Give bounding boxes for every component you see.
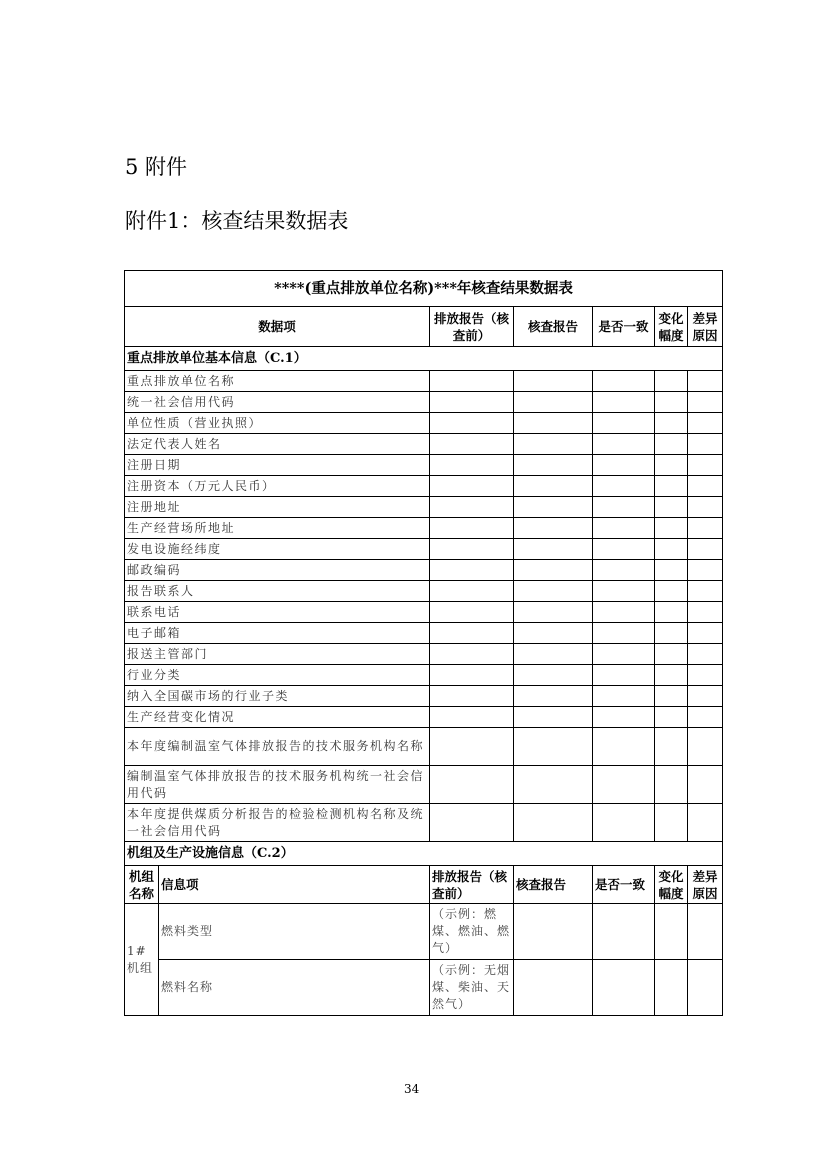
value-cell[interactable] (655, 728, 688, 766)
data-item-label: 生产经营场所地址 (125, 518, 430, 539)
col-header-verification-report: 核查报告 (514, 307, 593, 347)
value-cell[interactable] (514, 665, 593, 686)
value-cell[interactable] (655, 392, 688, 413)
data-item-label: 纳入全国碳市场的行业子类 (125, 686, 430, 707)
value-cell[interactable] (688, 434, 723, 455)
value-cell[interactable] (430, 804, 514, 842)
value-cell[interactable] (688, 665, 723, 686)
table-title: ****(重点排放单位名称)***年核查结果数据表 (125, 271, 723, 307)
value-cell[interactable] (430, 455, 514, 476)
value-cell[interactable] (514, 497, 593, 518)
data-item-label: 注册资本（万元人民币） (125, 476, 430, 497)
value-cell[interactable] (593, 539, 655, 560)
col-header-emission-report: 排放报告（核查前） (430, 866, 514, 904)
col-header-data-item: 数据项 (125, 307, 430, 347)
value-cell[interactable] (593, 476, 655, 497)
value-cell[interactable] (514, 602, 593, 623)
value-cell[interactable] (430, 623, 514, 644)
value-cell[interactable] (593, 434, 655, 455)
data-item-label: 生产经营变化情况 (125, 707, 430, 728)
value-cell[interactable] (688, 581, 723, 602)
value-cell[interactable] (514, 371, 593, 392)
value-cell[interactable] (430, 413, 514, 434)
value-cell[interactable] (514, 518, 593, 539)
col-header-consistent: 是否一致 (593, 866, 655, 904)
value-cell[interactable] (514, 686, 593, 707)
table-row (125, 539, 723, 560)
value-cell[interactable] (514, 413, 593, 434)
col-header-difference-reason: 差异原因 (688, 866, 723, 904)
table-row (125, 904, 723, 960)
table-row (125, 623, 723, 644)
value-cell[interactable] (593, 455, 655, 476)
table-row (125, 707, 723, 728)
value-cell[interactable] (655, 455, 688, 476)
data-item-label: 行业分类 (125, 665, 430, 686)
data-item-label: 重点排放单位名称 (125, 371, 430, 392)
value-cell[interactable] (655, 476, 688, 497)
table-row (125, 644, 723, 665)
value-cell[interactable] (655, 960, 688, 1016)
value-cell[interactable] (593, 413, 655, 434)
value-cell[interactable] (593, 960, 655, 1016)
value-cell[interactable] (430, 707, 514, 728)
unit-name: 1#机组 (125, 904, 159, 1016)
value-cell[interactable] (688, 560, 723, 581)
value-cell[interactable] (514, 904, 593, 960)
value-cell[interactable] (593, 623, 655, 644)
table-row (125, 804, 723, 842)
value-cell[interactable] (655, 904, 688, 960)
value-cell[interactable] (514, 728, 593, 766)
value-cell[interactable] (655, 371, 688, 392)
info-item-label: 燃料名称 (159, 960, 430, 1016)
value-cell[interactable] (514, 623, 593, 644)
value-cell[interactable] (514, 581, 593, 602)
col-header-change-range: 变化幅度 (655, 866, 688, 904)
data-item-label: 单位性质（营业执照） (125, 413, 430, 434)
value-cell[interactable] (593, 371, 655, 392)
value-cell[interactable] (593, 602, 655, 623)
data-item-label: 注册地址 (125, 497, 430, 518)
value-cell[interactable] (430, 686, 514, 707)
data-item-label: 报告联系人 (125, 581, 430, 602)
table-row (125, 413, 723, 434)
value-cell[interactable] (593, 644, 655, 665)
data-item-label: 联系电话 (125, 602, 430, 623)
col-header-verification-report: 核查报告 (514, 866, 593, 904)
value-cell[interactable] (655, 539, 688, 560)
value-cell[interactable] (655, 644, 688, 665)
col-header-difference-reason: 差异原因 (688, 307, 723, 347)
data-item-label: 本年度编制温室气体排放报告的技术服务机构名称 (125, 728, 430, 766)
value-cell[interactable] (688, 644, 723, 665)
value-cell[interactable] (430, 602, 514, 623)
col-header-unit-name: 机组名称 (125, 866, 159, 904)
value-cell[interactable] (655, 623, 688, 644)
table-row (125, 392, 723, 413)
value-cell[interactable] (514, 804, 593, 842)
value-cell[interactable] (430, 518, 514, 539)
value-cell[interactable] (655, 560, 688, 581)
value-cell[interactable] (688, 413, 723, 434)
value-cell[interactable] (514, 539, 593, 560)
value-cell[interactable] (655, 766, 688, 804)
value-cell[interactable] (514, 476, 593, 497)
value-cell[interactable] (688, 497, 723, 518)
example-value[interactable]: （示例：燃煤、燃油、燃气） (430, 904, 514, 960)
value-cell[interactable] (430, 644, 514, 665)
info-item-label: 燃料类型 (159, 904, 430, 960)
data-item-label: 注册日期 (125, 455, 430, 476)
value-cell[interactable] (514, 434, 593, 455)
value-cell[interactable] (655, 804, 688, 842)
value-cell[interactable] (514, 644, 593, 665)
data-item-label: 报送主管部门 (125, 644, 430, 665)
value-cell[interactable] (514, 960, 593, 1016)
value-cell[interactable] (593, 392, 655, 413)
table-row (125, 560, 723, 581)
table-row (125, 960, 723, 1016)
value-cell[interactable] (593, 707, 655, 728)
value-cell[interactable] (430, 392, 514, 413)
value-cell[interactable] (593, 497, 655, 518)
value-cell[interactable] (593, 581, 655, 602)
value-cell[interactable] (688, 904, 723, 960)
value-cell[interactable] (593, 560, 655, 581)
value-cell[interactable] (430, 581, 514, 602)
section-heading: 5 附件 (125, 155, 188, 179)
section-c1-label: 重点排放单位基本信息（C.1） (125, 347, 723, 371)
value-cell[interactable] (514, 766, 593, 804)
value-cell[interactable] (655, 497, 688, 518)
value-cell[interactable] (430, 728, 514, 766)
value-cell[interactable] (514, 392, 593, 413)
value-cell[interactable] (593, 665, 655, 686)
table-row (125, 497, 723, 518)
value-cell[interactable] (430, 766, 514, 804)
table-row (125, 686, 723, 707)
value-cell[interactable] (593, 686, 655, 707)
value-cell[interactable] (688, 804, 723, 842)
data-item-label: 本年度提供煤质分析报告的检验检测机构名称及统一社会信用代码 (125, 804, 430, 842)
value-cell[interactable] (688, 686, 723, 707)
data-item-label: 邮政编码 (125, 560, 430, 581)
verification-result-table (124, 270, 723, 1016)
value-cell[interactable] (688, 707, 723, 728)
value-cell[interactable] (430, 539, 514, 560)
value-cell[interactable] (430, 371, 514, 392)
value-cell[interactable] (430, 476, 514, 497)
value-cell[interactable] (430, 560, 514, 581)
table-row (125, 371, 723, 392)
value-cell[interactable] (688, 455, 723, 476)
value-cell[interactable] (655, 581, 688, 602)
table-row (125, 518, 723, 539)
value-cell[interactable] (514, 707, 593, 728)
value-cell[interactable] (688, 371, 723, 392)
value-cell[interactable] (688, 518, 723, 539)
data-item-label: 统一社会信用代码 (125, 392, 430, 413)
data-item-label: 编制温室气体排放报告的技术服务机构统一社会信用代码 (125, 766, 430, 804)
col-header-change-range: 变化幅度 (655, 307, 688, 347)
value-cell[interactable] (688, 766, 723, 804)
value-cell[interactable] (688, 392, 723, 413)
col-header-info-item: 信息项 (159, 866, 430, 904)
table-row (125, 665, 723, 686)
value-cell[interactable] (655, 665, 688, 686)
value-cell[interactable] (688, 539, 723, 560)
value-cell[interactable] (430, 434, 514, 455)
value-cell[interactable] (430, 665, 514, 686)
value-cell[interactable] (655, 602, 688, 623)
appendix-heading: 附件1：核查结果数据表 (125, 209, 349, 233)
table-row (125, 602, 723, 623)
value-cell[interactable] (655, 434, 688, 455)
value-cell[interactable] (514, 560, 593, 581)
col-header-consistent: 是否一致 (593, 307, 655, 347)
data-item-label: 发电设施经纬度 (125, 539, 430, 560)
value-cell[interactable] (430, 497, 514, 518)
table-row (125, 434, 723, 455)
value-cell[interactable] (688, 728, 723, 766)
table-row (125, 581, 723, 602)
table-row (125, 728, 723, 766)
value-cell[interactable] (593, 804, 655, 842)
data-item-label: 电子邮箱 (125, 623, 430, 644)
table-row (125, 766, 723, 804)
col-header-emission-report: 排放报告（核查前） (430, 307, 514, 347)
table-row (125, 476, 723, 497)
value-cell[interactable] (593, 904, 655, 960)
page-number: 34 (404, 1082, 420, 1096)
value-cell[interactable] (593, 518, 655, 539)
value-cell[interactable] (688, 623, 723, 644)
value-cell[interactable] (655, 686, 688, 707)
data-item-label: 法定代表人姓名 (125, 434, 430, 455)
value-cell[interactable] (655, 413, 688, 434)
example-value[interactable]: （示例：无烟煤、柴油、天然气） (430, 960, 514, 1016)
value-cell[interactable] (655, 707, 688, 728)
value-cell[interactable] (688, 476, 723, 497)
value-cell[interactable] (514, 455, 593, 476)
section-c2-label: 机组及生产设施信息（C.2） (125, 842, 723, 866)
value-cell[interactable] (593, 728, 655, 766)
value-cell[interactable] (593, 766, 655, 804)
value-cell[interactable] (688, 960, 723, 1016)
table-row (125, 455, 723, 476)
value-cell[interactable] (688, 602, 723, 623)
value-cell[interactable] (655, 518, 688, 539)
